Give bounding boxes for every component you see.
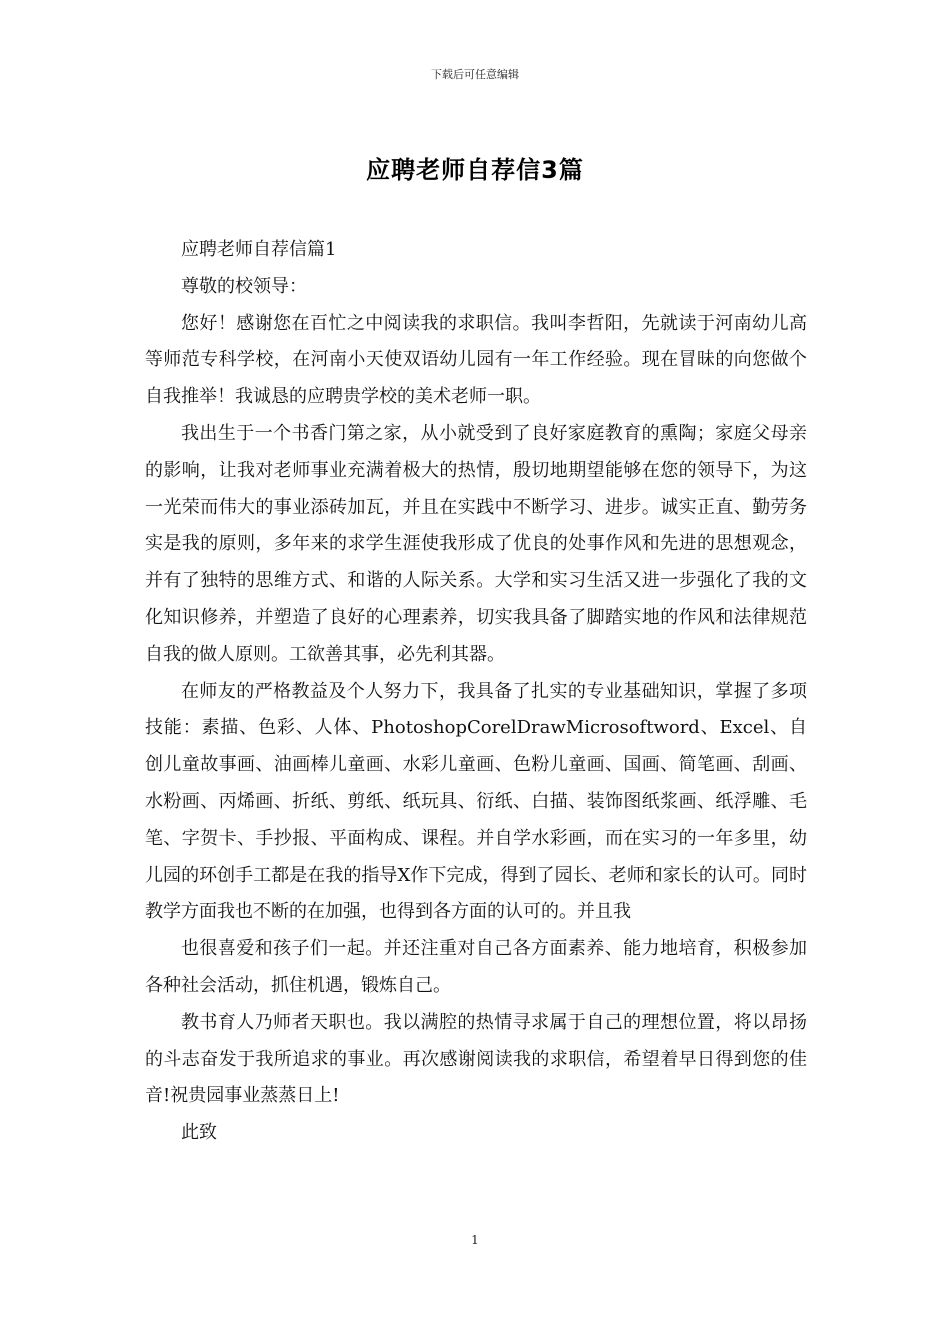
section-heading: 应聘老师自荐信篇1	[181, 239, 337, 260]
paragraph: 教书育人乃师者天职也。我以满腔的热情寻求属于自己的理想位置，将以昂扬的斗志奋发于我所追求的事业。再次感谢阅读我的求职信，希望着早日得到您的佳音!祝贵园事业蒸蒸日上!	[145, 1011, 807, 1107]
page-number: 1	[471, 1233, 479, 1247]
closing: 此致	[181, 1122, 217, 1144]
salutation: 尊敬的校领导：	[181, 275, 307, 297]
paragraph: 您好！感谢您在百忙之中阅读我的求职信。我叫李哲阳，先就读于河南幼儿高等师范专科学校，在河南小天使双语幼儿园有一年工作经验。现在冒昧的向您做个自我推举！我诚恳的应聘贵学校的美术老师一职。	[145, 312, 807, 408]
document-body	[145, 232, 807, 1152]
paragraph: 在师友的严格教益及个人努力下，我具备了扎实的专业基础知识，掌握了多项技能：素描、色彩、人体、PhotoshopCorelDrawMicrosoftword、Excel、自创儿童故事画、油画棒儿童画、水彩儿童画、色粉儿童画、国画、简笔画、刮画、水粉画、丙烯画、折纸、剪纸、纸玩具、衍纸、白描、装饰图纸浆画、纸浮雕、毛笔、字贺卡、手抄报、平面构成、课程。并自学水彩画，而在实习的一年多里，幼儿园的环创手工都是在我的指导X作下完成，得到了园长、老师和家长的认可。同时教学方面我也不断的在加强，也得到各方面的认可的。并且我	[145, 680, 807, 923]
document-title: 应聘老师自荐信3篇	[366, 156, 584, 184]
paragraph: 也很喜爱和孩子们一起。并还注重对自己各方面素养、能力地培育，积极参加各种社会活动，抓住机遇，锻炼自己。	[145, 938, 807, 996]
paragraph: 我出生于一个书香门第之家，从小就受到了良好家庭教育的熏陶；家庭父母亲的影响，让我对老师事业充满着极大的热情，殷切地期望能够在您的领导下，为这一光荣而伟大的事业添砖加瓦，并且在实践中不断学习、进步。诚实正直、勤劳务实是我的原则，多年来的求学生涯使我形成了优良的处事作风和先进的思想观念，并有了独特的思维方式、和谐的人际关系。大学和实习生活又进一步强化了我的文化知识修养，并塑造了良好的心理素养，切实我具备了脚踏实地的作风和法律规范自我的做人原则。工欲善其事，必先利其器。	[145, 422, 807, 665]
header-note: 下载后可任意编辑	[431, 68, 519, 81]
